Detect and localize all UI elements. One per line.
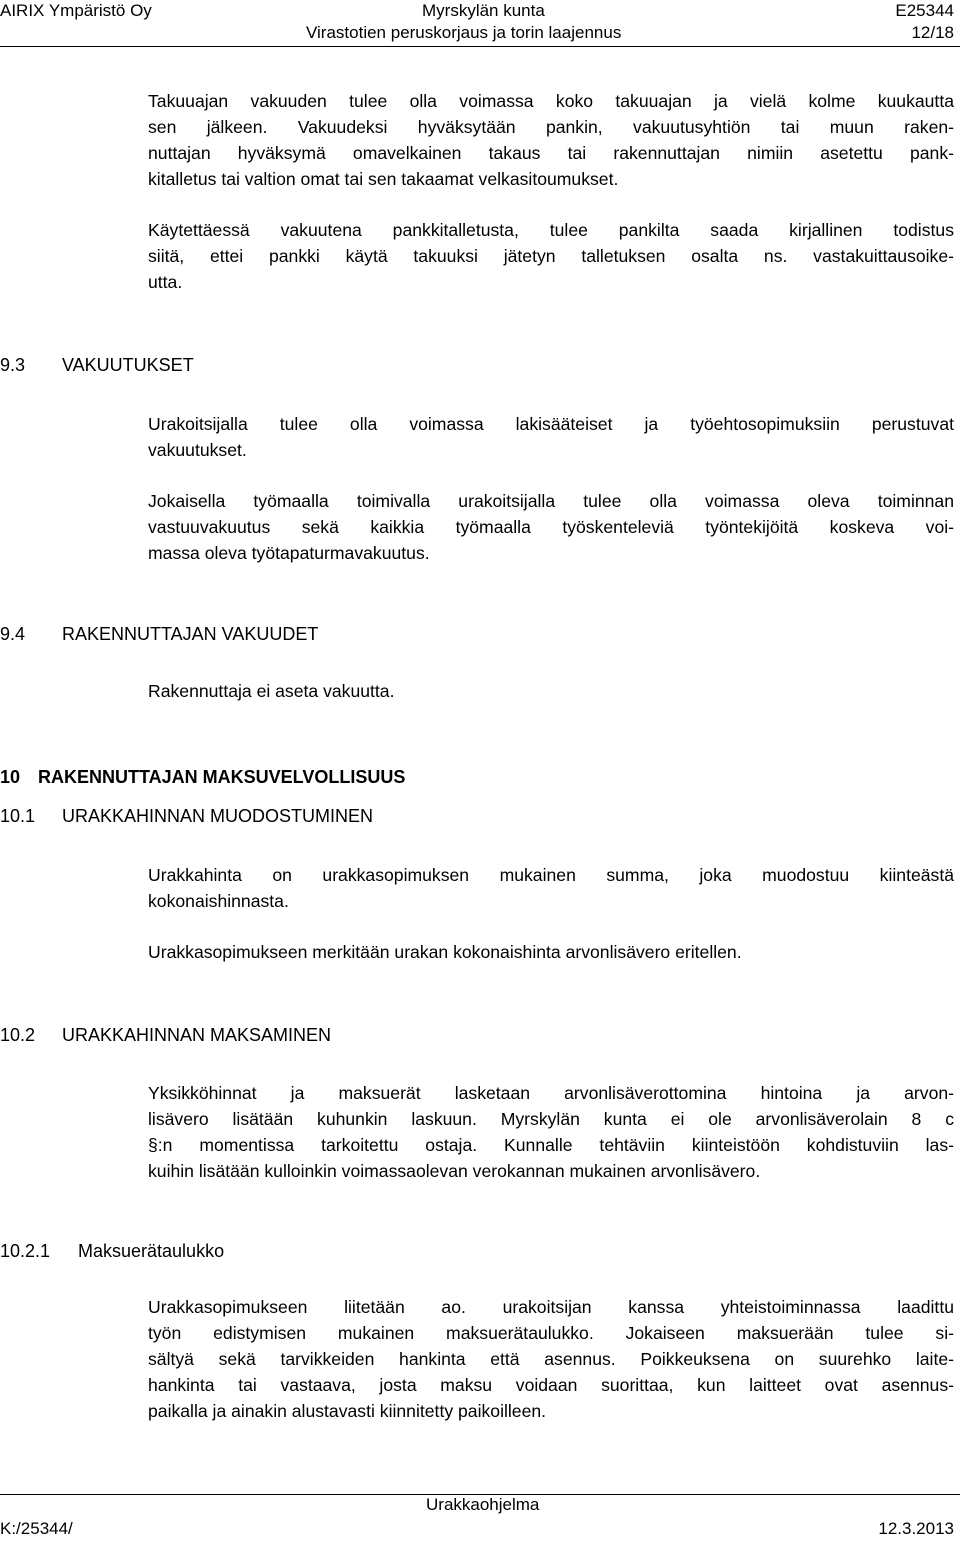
section-number: 10.2.1 [0, 1241, 51, 1261]
section-title: Maksuerätaulukko [78, 1241, 225, 1261]
paragraph-takuuaika [148, 88, 954, 192]
footer-path: K:/25344/ [0, 1519, 73, 1538]
text-line: Urakkasopimukseen merkitään urakan kokonaishinta arvonlisävero eritellen. [148, 942, 742, 962]
page-footer [0, 1494, 960, 1538]
section-number: 10.1 [0, 806, 36, 826]
text-line: nuttajan hyväksymä omavelkainen takaus tai rakennuttajan nimiin asetettu pank- [148, 143, 954, 163]
paragraph-pankkitalletus [148, 217, 954, 295]
section-heading-9-4 [0, 621, 318, 647]
section-title: RAKENNUTTAJAN VAKUUDET [62, 624, 319, 644]
chapter-number: 10 [0, 767, 21, 787]
text-line: paikalla ja ainakin alustavasti kiinnitetty paikoilleen. [148, 1401, 547, 1421]
text-line: Yksikköhinnat ja maksuerät lasketaan arvonlisäverottomina hintoina ja arvon- [148, 1083, 954, 1103]
section-title: VAKUUTUKSET [62, 355, 194, 375]
footer-document-name: Urakkaohjelma [426, 1495, 540, 1514]
section-heading-10-1 [0, 803, 373, 829]
section-heading-10-2 [0, 1022, 331, 1048]
text-line: lisävero lisätään kuhunkin laskuun. Myrskylän kunta ei ole arvonlisäverolain 8 c [148, 1109, 954, 1129]
text-line: kuihin lisätään kulloinkin voimassaolevan verokannan mukainen arvonlisävero. [148, 1161, 761, 1181]
text-line: vakuutukset. [148, 440, 247, 460]
text-line: vastuuvakuutus sekä kaikkia työmaalla työskenteleviä työntekijöitä koskeva voi- [148, 517, 954, 537]
text-line: työn edistymisen mukainen maksuerätaulukko. Jokaiseen maksuerään tulee si- [148, 1323, 954, 1343]
paragraph-maksaminen [148, 1080, 954, 1184]
header-project: Virastotien peruskorjaus ja torin laajennus [306, 23, 622, 42]
text-line: Rakennuttaja ei aseta vakuutta. [148, 681, 395, 701]
header-client: Myrskylän kunta [422, 1, 545, 20]
paragraph-rakennuttaja-vakuus [148, 678, 954, 704]
footer-date: 12.3.2013 [878, 1519, 954, 1538]
text-line: §:n momentissa tarkoitettu ostaja. Kunnalle tehtäviin kiinteistöön kohdistuviin las- [148, 1135, 954, 1155]
text-line: Urakoitsijalla tulee olla voimassa lakisääteiset ja työehtosopimuksiin perustuvat [148, 414, 954, 434]
text-line: Jokaisella työmaalla toimivalla urakoitsijalla tulee olla voimassa oleva toiminnan [148, 491, 954, 511]
paragraph-urakkahinta [148, 862, 954, 914]
paragraph-vakuutukset [148, 411, 954, 463]
chapter-heading-10 [0, 764, 405, 790]
header-page-number: 12/18 [911, 23, 954, 42]
section-heading-9-3 [0, 352, 194, 378]
text-line: utta. [148, 272, 183, 292]
text-line: Urakkasopimukseen liitetään ao. urakoitsijan kanssa yhteistoiminnassa laadittu [148, 1297, 954, 1317]
paragraph-kokonaishinta [148, 939, 954, 965]
section-heading-10-2-1 [0, 1238, 224, 1264]
text-line: kokonaishinnasta. [148, 891, 289, 911]
section-title: URAKKAHINNAN MUODOSTUMINEN [62, 806, 374, 826]
page-header [0, 0, 960, 47]
section-number: 10.2 [0, 1025, 36, 1045]
section-number: 9.4 [0, 624, 26, 644]
text-line: siitä, ettei pankki käytä takuuksi jätetyn talletuksen osalta ns. vastakuittausoike- [148, 246, 954, 266]
text-line: hankinta tai vastaava, josta maksu voidaan suorittaa, kun laitteet ovat asennus- [148, 1375, 954, 1395]
text-line: Käytettäessä vakuutena pankkitalletusta, tulee pankilta saada kirjallinen todistus [148, 220, 954, 240]
text-line: sen jälkeen. Vakuudeksi hyväksytään pankin, vakuutusyhtiön tai muun raken- [148, 117, 954, 137]
section-title: URAKKAHINNAN MAKSAMINEN [62, 1025, 332, 1045]
text-line: sältyä sekä tarvikkeiden hankinta että asennus. Poikkeuksena on suurehko laite- [148, 1349, 954, 1369]
text-line: massa oleva työtapaturmavakuutus. [148, 543, 430, 563]
section-number: 9.3 [0, 355, 26, 375]
header-company: AIRIX Ympäristö Oy [0, 1, 152, 20]
paragraph-maksueratauluko [148, 1294, 954, 1424]
text-line: kitalletus tai valtion omat tai sen takaamat velkasitoumukset. [148, 169, 619, 189]
header-code: E25344 [895, 1, 954, 20]
paragraph-vastuuvakuutus [148, 488, 954, 566]
chapter-title: RAKENNUTTAJAN MAKSUVELVOLLISUUS [38, 767, 406, 787]
text-line: Urakkahinta on urakkasopimuksen mukainen summa, joka muodostuu kiinteästä [148, 865, 954, 885]
text-line: Takuuajan vakuuden tulee olla voimassa koko takuuajan ja vielä kolme kuukautta [148, 91, 954, 111]
